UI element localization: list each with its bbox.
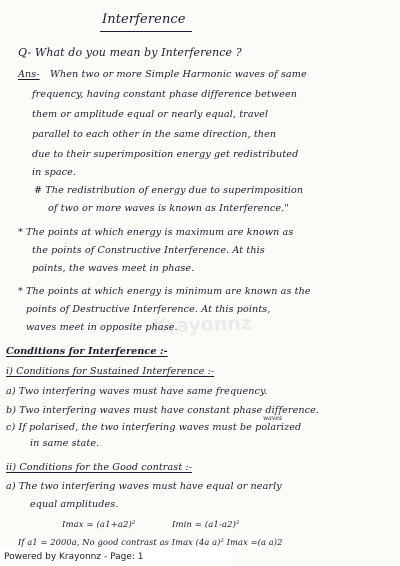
- answer-line: them or amplitude equal or nearly equal, travel: [32, 109, 269, 120]
- contrast-heading: ii) Conditions for the Good contrast :-: [6, 462, 193, 473]
- formula-imin: Imin = (a1-a2)²: [172, 520, 240, 530]
- destructive-line: waves meet in opposite phase.: [26, 322, 178, 333]
- constructive-line: the points of Constructive Interference. At this: [32, 245, 265, 256]
- destructive-line: * The points at which energy is minimum are known as the: [18, 286, 311, 297]
- answer-line: parallel to each other in the same direction, then: [32, 129, 277, 140]
- contrast-item: a) The two interfering waves must have equal or nearly: [6, 481, 282, 492]
- footer: Powered by Krayonnz - Page: 1: [0, 548, 232, 566]
- formula-imax: Imax = (a1+a2)²: [62, 520, 136, 530]
- answer-line: in space.: [32, 167, 77, 178]
- title-underline: [100, 31, 192, 32]
- page-title: Interference: [102, 12, 186, 27]
- watermark: Krayonnz: [151, 312, 253, 338]
- constructive-line: * The points at which energy is maximum are known as: [18, 227, 294, 238]
- sustained-heading: i) Conditions for Sustained Interference :-: [6, 366, 215, 377]
- contrast-item: equal amplitudes.: [30, 499, 119, 510]
- sustained-item: b) Two interfering waves must have constant phase difference.: [6, 405, 320, 416]
- destructive-line: points of Destructive Interference. At this points,: [26, 304, 271, 315]
- contrast-last-line: If a1 = 2000a, No good contrast as Imax (4a a)² Imax =(a a)2: [18, 537, 283, 547]
- constructive-line: points, the waves meet in phase.: [32, 263, 195, 274]
- sustained-item: c) If polarised, the two interfering waves must be polarized: [6, 422, 302, 433]
- definition-line: # The redistribution of energy due to superimposition: [34, 185, 304, 196]
- sustained-item: a) Two interfering waves must have same frequency.: [6, 386, 268, 397]
- conditions-heading: Conditions for Interference :-: [6, 346, 168, 357]
- sustained-item: in same state.: [30, 438, 100, 449]
- answer-line: due to their superimposition energy get redistributed: [32, 149, 299, 160]
- caret-note: waves: [263, 415, 283, 422]
- answer-line: When two or more Simple Harmonic waves of same: [50, 69, 307, 80]
- answer-line: frequency, having constant phase difference between: [32, 89, 298, 100]
- question-text: Q- What do you mean by Interference ?: [18, 46, 242, 59]
- answer-label: Ans-: [18, 69, 40, 80]
- definition-line: of two or more waves is known as Interference.": [48, 203, 289, 214]
